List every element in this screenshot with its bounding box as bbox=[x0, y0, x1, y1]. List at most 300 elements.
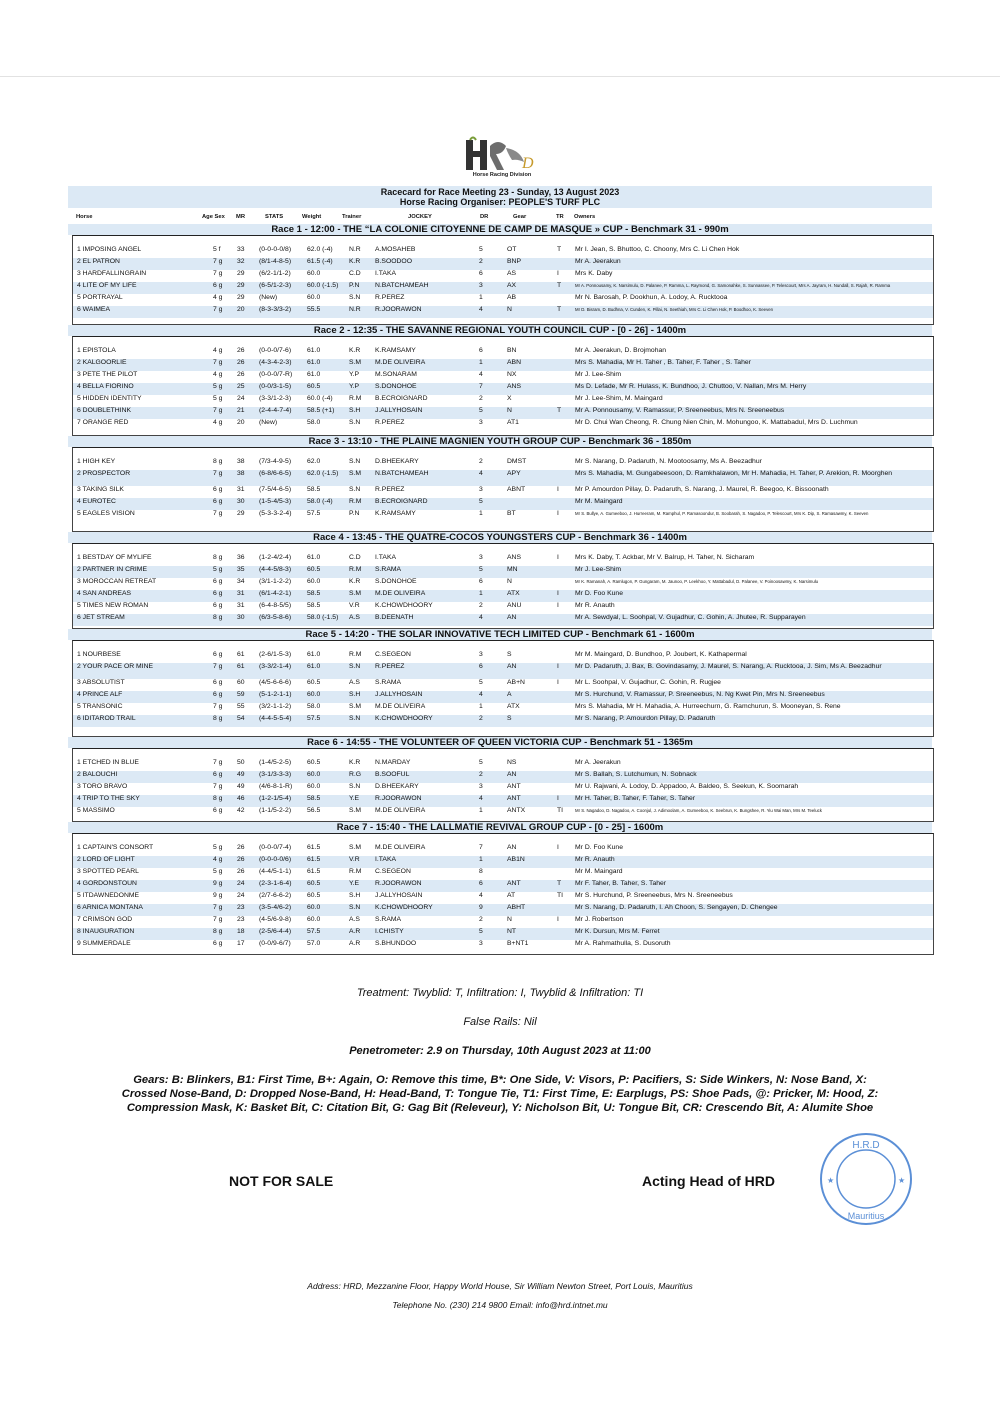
race-table bbox=[72, 833, 934, 955]
cell-owners: Mr S. Bullye, A. Gumeeboo, J. Hurreeram, M. Ramphul, P. Ramasoondur, B. Soobarah, S. Nagadoo, P. Telescourt, Mrs K. Dip, S. Ramasawmy, K. Seeven bbox=[575, 511, 869, 516]
cell-trainer: S.N bbox=[349, 904, 361, 911]
cell-owners: Mr D. Bisram, D. Budhna, V. Cunden, K. Pillai, N. Seethiah, Mrs C. Li Chen Hok, P. Boodhoo, K. Seeven bbox=[575, 307, 773, 312]
cell-horse: 2 EL PATRON bbox=[77, 258, 120, 265]
cell-weight: 58.0 bbox=[307, 419, 321, 426]
cell-dr: 3 bbox=[479, 282, 483, 289]
cell-horse: 5 TRANSONIC bbox=[77, 703, 123, 710]
cell-mr: 60 bbox=[237, 679, 245, 686]
col-horse: Horse bbox=[76, 214, 93, 220]
stamp-bottom-text: Mauritius bbox=[847, 1211, 885, 1221]
cell-weight: 61.0 bbox=[307, 371, 321, 378]
cell-age: 7 g bbox=[213, 306, 223, 313]
table-row bbox=[73, 395, 933, 407]
cell-stats: (6-8/6-6-5) bbox=[259, 470, 292, 477]
cell-gear: AT1 bbox=[507, 419, 519, 426]
table-row bbox=[73, 783, 933, 795]
cell-gear: ABNT bbox=[507, 486, 526, 493]
cell-mr: 26 bbox=[237, 844, 245, 851]
cell-owners: Mr M. Maingard bbox=[575, 868, 623, 875]
cell-age: 8 g bbox=[213, 614, 223, 621]
table-row bbox=[73, 663, 933, 679]
cell-stats: (6/1-4-2-1) bbox=[259, 590, 292, 597]
cell-age: 6 g bbox=[213, 602, 223, 609]
cell-trainer: C.D bbox=[349, 554, 361, 561]
cell-owners: Mr P. Amourdon Pillay, D. Padaruth, S. Narang, J. Maurel, R. Beegoo, K. Bissoonath bbox=[575, 486, 829, 493]
cell-age: 9 g bbox=[213, 892, 223, 899]
treatment-legend: Treatment: Twyblid: T, Infiltration: I, Twyblid & Infiltration: TI bbox=[356, 987, 644, 999]
cell-gear: ANT bbox=[507, 880, 521, 887]
cell-dr: 1 bbox=[479, 856, 483, 863]
cell-owners: Mr J. Lee-Shim, M. Maingard bbox=[575, 395, 663, 402]
cell-dr: 3 bbox=[479, 651, 483, 658]
cell-trainer: A.R bbox=[349, 928, 361, 935]
cell-trainer: S.N bbox=[349, 419, 361, 426]
cell-mr: 29 bbox=[237, 510, 245, 517]
col-tr: TR bbox=[556, 214, 564, 220]
cell-mr: 25 bbox=[237, 383, 245, 390]
cell-horse: 3 MOROCCAN RETREAT bbox=[77, 578, 157, 585]
cell-gear: X bbox=[507, 395, 512, 402]
cell-jockey: M.DE OLIVEIRA bbox=[375, 703, 426, 710]
cell-age: 4 g bbox=[213, 419, 223, 426]
cell-horse: 4 LITE OF MY LIFE bbox=[77, 282, 137, 289]
svg-text:★: ★ bbox=[827, 1176, 835, 1185]
race-title: Race 2 - 12:35 - THE SAVANNE REGIONAL YOUTH COUNCIL CUP - [0 - 26] - 1400m bbox=[68, 325, 932, 336]
cell-trainer: S.N bbox=[349, 458, 361, 465]
svg-text:★: ★ bbox=[898, 1176, 906, 1185]
table-row bbox=[73, 294, 933, 306]
cell-weight: 58.5 bbox=[307, 602, 321, 609]
cell-dr: 3 bbox=[479, 554, 483, 561]
table-row bbox=[73, 407, 933, 419]
cell-age: 5 g bbox=[213, 395, 223, 402]
cell-trainer: A.S bbox=[349, 679, 360, 686]
table-row bbox=[73, 419, 933, 431]
cell-gear: AN bbox=[507, 663, 517, 670]
cell-owners: Mrs S. Mahadia, Mr H. Mahadia, A. Hurreechurn, G. Ramchurun, S. Mooneyan, S. Rene bbox=[575, 703, 841, 710]
cell-dr: 5 bbox=[479, 566, 483, 573]
cell-weight: 62.0 (-4) bbox=[307, 246, 333, 253]
cell-jockey: S.RAMA bbox=[375, 679, 402, 686]
cell-dr: 4 bbox=[479, 691, 483, 698]
cell-jockey: B.SOOFUL bbox=[375, 771, 410, 778]
cell-dr: 5 bbox=[479, 679, 483, 686]
col-trainer: Trainer bbox=[342, 214, 362, 220]
cell-gear: A bbox=[507, 691, 512, 698]
cell-horse: 2 PARTNER IN CRIME bbox=[77, 566, 147, 573]
cell-age: 7 g bbox=[213, 359, 223, 366]
cell-stats: (0-0/3-1-5) bbox=[259, 383, 292, 390]
cell-trainer: N.R bbox=[349, 306, 361, 313]
cell-age: 8 g bbox=[213, 928, 223, 935]
cell-gear: DMST bbox=[507, 458, 527, 465]
cell-trainer: S.M bbox=[349, 470, 362, 477]
cell-horse: 6 ARNICA MONTANA bbox=[77, 904, 143, 911]
cell-mr: 54 bbox=[237, 715, 245, 722]
table-row bbox=[73, 691, 933, 703]
cell-owners: Mr A. Ponnousamy, V. Ramassur, P. Sreeneebus, Mrs N. Sreeneebus bbox=[575, 407, 785, 414]
cell-horse: 3 ABSOLUTIST bbox=[77, 679, 125, 686]
cell-tr: I bbox=[557, 270, 559, 277]
cell-dr: 6 bbox=[479, 578, 483, 585]
cell-dr: 2 bbox=[479, 602, 483, 609]
cell-dr: 2 bbox=[479, 458, 483, 465]
cell-mr: 46 bbox=[237, 795, 245, 802]
cell-stats: (6-4-8-5/5) bbox=[259, 602, 292, 609]
cell-horse: 4 SAN ANDREAS bbox=[77, 590, 132, 597]
cell-mr: 18 bbox=[237, 928, 245, 935]
cell-stats: (2-6/1-5-3) bbox=[259, 651, 292, 658]
cell-weight: 58.0 (-4) bbox=[307, 498, 333, 505]
cell-horse: 2 KALGOORLIE bbox=[77, 359, 127, 366]
cell-age: 4 g bbox=[213, 856, 223, 863]
cell-jockey: K.CHOWDHOORY bbox=[375, 904, 433, 911]
table-row bbox=[73, 578, 933, 590]
cell-trainer: S.N bbox=[349, 294, 361, 301]
cell-weight: 61.0 bbox=[307, 663, 321, 670]
cell-jockey: I.TAKA bbox=[375, 856, 397, 863]
cell-mr: 24 bbox=[237, 395, 245, 402]
cell-jockey: N.BATCHAMEAH bbox=[375, 282, 429, 289]
cell-dr: 1 bbox=[479, 510, 483, 517]
cell-owners: Mr F. Taher, B. Taher, S. Taher bbox=[575, 880, 667, 887]
cell-dr: 4 bbox=[479, 795, 483, 802]
cell-weight: 61.5 bbox=[307, 868, 321, 875]
cell-gear: ANS bbox=[507, 383, 521, 390]
cell-weight: 56.5 bbox=[307, 807, 321, 814]
meeting-title: Racecard for Race Meeting 23 - Sunday, 13 August 2023 bbox=[380, 187, 620, 197]
table-row bbox=[73, 868, 933, 880]
top-divider bbox=[0, 76, 1000, 77]
cell-mr: 33 bbox=[237, 246, 245, 253]
cell-weight: 60.0 bbox=[307, 270, 321, 277]
cell-jockey: S.DONOHOE bbox=[375, 383, 417, 390]
cell-jockey: N.MARDAY bbox=[375, 759, 411, 766]
cell-trainer: Y.P bbox=[349, 371, 360, 378]
table-row bbox=[73, 590, 933, 602]
cell-trainer: R.M bbox=[349, 868, 362, 875]
cell-weight: 58.5 bbox=[307, 590, 321, 597]
cell-owners: Mr A. Rahmathulla, S. Dusoruth bbox=[575, 940, 671, 947]
cell-owners: Mr S. Hurchund, P. Sreeneebus, Mrs N. Sreeneebus bbox=[575, 892, 733, 899]
col-mr: MR bbox=[236, 214, 246, 220]
cell-mr: 23 bbox=[237, 904, 245, 911]
cell-jockey: M.DE OLIVEIRA bbox=[375, 590, 426, 597]
cell-stats: (8/1-4-8-5) bbox=[259, 258, 292, 265]
cell-jockey: C.SEGEON bbox=[375, 868, 411, 875]
race-title: Race 3 - 13:10 - THE PLAINE MAGNIEN YOUTH GROUP CUP - Benchmark 36 - 1850m bbox=[68, 436, 932, 447]
cell-jockey: R.PEREZ bbox=[375, 486, 405, 493]
table-row bbox=[73, 703, 933, 715]
cell-age: 6 g bbox=[213, 807, 223, 814]
cell-gear: AX bbox=[507, 282, 517, 289]
cell-weight: 60.0 bbox=[307, 904, 321, 911]
cell-horse: 4 EUROTEC bbox=[77, 498, 116, 505]
col-weight: Weight bbox=[302, 214, 322, 220]
race-table bbox=[72, 748, 934, 822]
cell-gear: ATX bbox=[507, 590, 520, 597]
cell-weight: 60.0 bbox=[307, 916, 321, 923]
cell-jockey: K.CHOWDHOORY bbox=[375, 715, 433, 722]
gears-legend: Gears: B: Blinkers, B1: First Time, B+: Again, O: Remove this time, B*: One Side, V: Visors, P: Pacifiers, S: Side Winkers, N: Nose Band, X: Crossed Nose-Band, D: Dropped Nose-Band, H: Head-Band, T: Tongue Tie, T1: First Time, E: Earplugs, PS: Shoe Pads, @: Pricker, M: Hood, Z: Compression Mask, K: Basket Bit, C: Citation Bit, G: Gag Bit (Releveur), Y: Nicholson Bit, U: Tongue Bit, CR: Crescendo Bit, A: Alumite Shoe bbox=[121, 1074, 879, 1115]
cell-tr: I bbox=[557, 486, 559, 493]
table-row bbox=[73, 510, 933, 522]
cell-stats: (7-5/4-6-5) bbox=[259, 486, 292, 493]
cell-owners: Mr J. Lee-Shim bbox=[575, 566, 622, 573]
cell-stats: (3-3/1-2-3) bbox=[259, 395, 292, 402]
table-row bbox=[73, 470, 933, 486]
cell-tr: I bbox=[557, 679, 559, 686]
cell-horse: 1 NOURBESE bbox=[77, 651, 121, 658]
cell-weight: 61.0 bbox=[307, 347, 321, 354]
cell-age: 7 g bbox=[213, 510, 223, 517]
cell-jockey: M.DE OLIVEIRA bbox=[375, 359, 426, 366]
table-row bbox=[73, 880, 933, 892]
cell-trainer: Y.E bbox=[349, 880, 360, 887]
cell-mr: 61 bbox=[237, 663, 245, 670]
cell-jockey: M.DE OLIVEIRA bbox=[375, 807, 426, 814]
race-table bbox=[72, 543, 934, 629]
cell-stats: (1-1/5-2-2) bbox=[259, 807, 292, 814]
cell-mr: 26 bbox=[237, 868, 245, 875]
cell-gear: NT bbox=[507, 928, 517, 935]
cell-horse: 4 PRINCE ALF bbox=[77, 691, 123, 698]
cell-jockey: I.TAKA bbox=[375, 554, 397, 561]
cell-horse: 2 BALOUCHI bbox=[77, 771, 118, 778]
cell-weight: 61.5 bbox=[307, 856, 321, 863]
cell-horse: 4 TRIP TO THE SKY bbox=[77, 795, 140, 802]
cell-jockey: J.ALLYHOSAIN bbox=[375, 407, 423, 414]
cell-gear: OT bbox=[507, 246, 517, 253]
cell-gear: B+NT1 bbox=[507, 940, 529, 947]
cell-horse: 2 LORD OF LIGHT bbox=[77, 856, 135, 863]
cell-dr: 9 bbox=[479, 904, 483, 911]
cell-mr: 23 bbox=[237, 916, 245, 923]
cell-gear: S bbox=[507, 651, 512, 658]
cell-gear: APY bbox=[507, 470, 521, 477]
cell-dr: 5 bbox=[479, 246, 483, 253]
cell-age: 7 g bbox=[213, 703, 223, 710]
cell-jockey: R.JOORAWON bbox=[375, 795, 422, 802]
cell-horse: 6 IDITAROD TRAIL bbox=[77, 715, 136, 722]
table-row bbox=[73, 258, 933, 270]
not-for-sale: NOT FOR SALE bbox=[229, 1173, 334, 1189]
cell-age: 8 g bbox=[213, 554, 223, 561]
cell-dr: 4 bbox=[479, 371, 483, 378]
cell-gear: S bbox=[507, 715, 512, 722]
cell-owners: Mrs S. Mahadia, Mr H. Taher , B. Taher, F. Taher , S. Taher bbox=[575, 359, 751, 366]
table-row bbox=[73, 856, 933, 868]
cell-jockey: N.BATCHAMEAH bbox=[375, 470, 429, 477]
cell-tr: I bbox=[557, 663, 559, 670]
cell-weight: 62.0 bbox=[307, 458, 321, 465]
cell-horse: 5 TIMES NEW ROMAN bbox=[77, 602, 149, 609]
cell-trainer: S.M bbox=[349, 703, 362, 710]
cell-stats: (8-3-3/3-2) bbox=[259, 306, 292, 313]
cell-tr: T bbox=[557, 407, 562, 414]
race-title: Race 1 - 12:00 - THE “LA COLONIE CITOYENNE DE CAMP DE MASQUE » CUP - Benchmark 31 - 990m bbox=[68, 224, 932, 235]
cell-owners: Mr U. Rajwani, A. Lodoy, D. Appadoo, A. Baldeo, S. Seekun, K. Soomarah bbox=[575, 783, 799, 790]
cell-mr: 20 bbox=[237, 306, 245, 313]
racecard-header bbox=[68, 186, 932, 208]
table-row bbox=[73, 566, 933, 578]
cell-owners: Mr S. Ballah, S. Lutchumun, N. Sobnack bbox=[575, 771, 697, 778]
table-row bbox=[73, 246, 933, 258]
cell-weight: 60.0 (-4) bbox=[307, 395, 333, 402]
cell-mr: 49 bbox=[237, 783, 245, 790]
cell-weight: 60.5 bbox=[307, 880, 321, 887]
cell-stats: (3-5-4/6-2) bbox=[259, 904, 292, 911]
cell-jockey: B.ECROIGNARD bbox=[375, 498, 428, 505]
race-title: Race 4 - 13:45 - THE QUATRE-COCOS YOUNGSTERS CUP - Benchmark 36 - 1400m bbox=[68, 532, 932, 543]
table-row bbox=[73, 759, 933, 771]
cell-jockey: J.ALLYHOSAIN bbox=[375, 691, 423, 698]
cell-gear: BT bbox=[507, 510, 516, 517]
cell-trainer: S.N bbox=[349, 486, 361, 493]
cell-age: 7 g bbox=[213, 258, 223, 265]
cell-jockey: S.BHUNDOO bbox=[375, 940, 417, 947]
cell-weight: 60.5 bbox=[307, 383, 321, 390]
cell-horse: 5 MASSIMO bbox=[77, 807, 115, 814]
cell-gear: ANS bbox=[507, 554, 521, 561]
race-table bbox=[72, 336, 934, 436]
cell-horse: 3 SPOTTED PEARL bbox=[77, 868, 139, 875]
cell-weight: 61.5 bbox=[307, 844, 321, 851]
cell-stats: (New) bbox=[259, 419, 278, 426]
cell-horse: 1 CAPTAIN'S CONSORT bbox=[77, 844, 154, 851]
cell-mr: 29 bbox=[237, 294, 245, 301]
cell-horse: 3 HARDFALLINGRAIN bbox=[77, 270, 147, 277]
cell-age: 6 g bbox=[213, 940, 223, 947]
cell-gear: ANTX bbox=[507, 807, 526, 814]
cell-age: 7 g bbox=[213, 904, 223, 911]
cell-horse: 6 JET STREAM bbox=[77, 614, 125, 621]
cell-trainer: A.R bbox=[349, 940, 361, 947]
cell-horse: 6 WAIMEA bbox=[77, 306, 110, 313]
cell-stats: (0-0-0/7-6) bbox=[259, 347, 292, 354]
cell-weight: 58.5 bbox=[307, 795, 321, 802]
cell-age: 7 g bbox=[213, 663, 223, 670]
cell-tr: I bbox=[557, 510, 559, 517]
cell-horse: 1 EPISTOLA bbox=[77, 347, 116, 354]
cell-age: 9 g bbox=[213, 880, 223, 887]
cell-trainer: K.R bbox=[349, 258, 361, 265]
cell-weight: 61.0 bbox=[307, 651, 321, 658]
cell-horse: 5 EAGLES VISION bbox=[77, 510, 135, 517]
cell-gear: NS bbox=[507, 759, 517, 766]
cell-gear: AN bbox=[507, 844, 517, 851]
col-owners: Owners bbox=[574, 214, 596, 220]
cell-owners: Ms D. Lefade, Mr R. Hulass, K. Bundhoo, J. Chuttoo, V. Nallan, Mrs M. Herry bbox=[575, 383, 807, 390]
table-row bbox=[73, 282, 933, 294]
cell-dr: 5 bbox=[479, 759, 483, 766]
table-row bbox=[73, 270, 933, 282]
cell-horse: 5 HIDDEN IDENTITY bbox=[77, 395, 142, 402]
cell-stats: (2-4-4-7-4) bbox=[259, 407, 292, 414]
cell-trainer: R.M bbox=[349, 651, 362, 658]
table-row bbox=[73, 486, 933, 498]
cell-age: 6 g bbox=[213, 651, 223, 658]
cell-trainer: S.N bbox=[349, 783, 361, 790]
cell-jockey: S.DONOHOE bbox=[375, 578, 417, 585]
cell-gear: BNP bbox=[507, 258, 521, 265]
cell-weight: 58.0 bbox=[307, 703, 321, 710]
cell-trainer: C.D bbox=[349, 270, 361, 277]
cell-mr: 29 bbox=[237, 282, 245, 289]
cell-jockey: R.PEREZ bbox=[375, 294, 405, 301]
table-row bbox=[73, 383, 933, 395]
cell-dr: 1 bbox=[479, 590, 483, 597]
cell-trainer: A.S bbox=[349, 916, 360, 923]
cell-stats: (4/5-6-6-6) bbox=[259, 679, 292, 686]
cell-mr: 34 bbox=[237, 578, 245, 585]
cell-stats: (4-4/5-1-1) bbox=[259, 868, 292, 875]
cell-jockey: B.ECROIGNARD bbox=[375, 395, 428, 402]
cell-stats: (3-3/2-1-4) bbox=[259, 663, 292, 670]
cell-gear: AT bbox=[507, 892, 516, 899]
cell-owners: Mrs K. Daby, T. Ackbar, Mr V. Balrup, H. Taher, N. Sicharam bbox=[575, 554, 755, 561]
cell-horse: 5 ITDAWNEDONME bbox=[77, 892, 140, 899]
cell-horse: 5 PORTRAYAL bbox=[77, 294, 123, 301]
cell-horse: 1 BESTDAY OF MYLIFE bbox=[77, 554, 152, 561]
cell-trainer: S.H bbox=[349, 407, 361, 414]
cell-horse: 2 PROSPECTOR bbox=[77, 470, 131, 477]
cell-horse: 7 ORANGE RED bbox=[77, 419, 129, 426]
cell-owners: Mr A. Jeerakun, D. Brojmohan bbox=[575, 347, 667, 354]
table-row bbox=[73, 498, 933, 510]
cell-owners: Mr R. Anauth bbox=[575, 602, 615, 609]
cell-stats: (6/3-5-8-6) bbox=[259, 614, 292, 621]
table-row bbox=[73, 807, 933, 819]
cell-mr: 24 bbox=[237, 892, 245, 899]
cell-stats: (6-5/1-2-3) bbox=[259, 282, 292, 289]
cell-gear: N bbox=[507, 306, 512, 313]
cell-age: 7 g bbox=[213, 470, 223, 477]
cell-horse: 1 IMPOSING ANGEL bbox=[77, 246, 142, 253]
cell-stats: (4/6-8-1-R) bbox=[259, 783, 293, 790]
cell-trainer: S.M bbox=[349, 807, 362, 814]
cell-mr: 32 bbox=[237, 258, 245, 265]
cell-jockey: R.JOORAWON bbox=[375, 306, 422, 313]
cell-age: 8 g bbox=[213, 795, 223, 802]
cell-horse: 3 TORO BRAVO bbox=[77, 783, 128, 790]
cell-mr: 29 bbox=[237, 270, 245, 277]
cell-trainer: R.M bbox=[349, 498, 362, 505]
table-row bbox=[73, 602, 933, 614]
cell-age: 5 g bbox=[213, 383, 223, 390]
cell-gear: ANT bbox=[507, 795, 521, 802]
cell-mr: 35 bbox=[237, 566, 245, 573]
cell-trainer: A.S bbox=[349, 614, 360, 621]
cell-age: 7 g bbox=[213, 407, 223, 414]
cell-stats: (2/7-6-6-2) bbox=[259, 892, 292, 899]
cell-gear: BN bbox=[507, 347, 517, 354]
cell-age: 6 g bbox=[213, 498, 223, 505]
svg-text:D: D bbox=[522, 155, 534, 172]
stamp-top-text: H.R.D bbox=[852, 1140, 880, 1151]
cell-gear: N bbox=[507, 916, 512, 923]
cell-age: 5 f bbox=[213, 246, 221, 253]
table-row bbox=[73, 904, 933, 916]
cell-stats: (0-0-0-0/8) bbox=[259, 246, 292, 253]
cell-mr: 26 bbox=[237, 347, 245, 354]
cell-age: 5 g bbox=[213, 868, 223, 875]
cell-gear: NX bbox=[507, 371, 517, 378]
cell-jockey: S.RAMA bbox=[375, 566, 402, 573]
cell-mr: 50 bbox=[237, 759, 245, 766]
signatory: Acting Head of HRD bbox=[642, 1173, 775, 1189]
cell-dr: 1 bbox=[479, 807, 483, 814]
